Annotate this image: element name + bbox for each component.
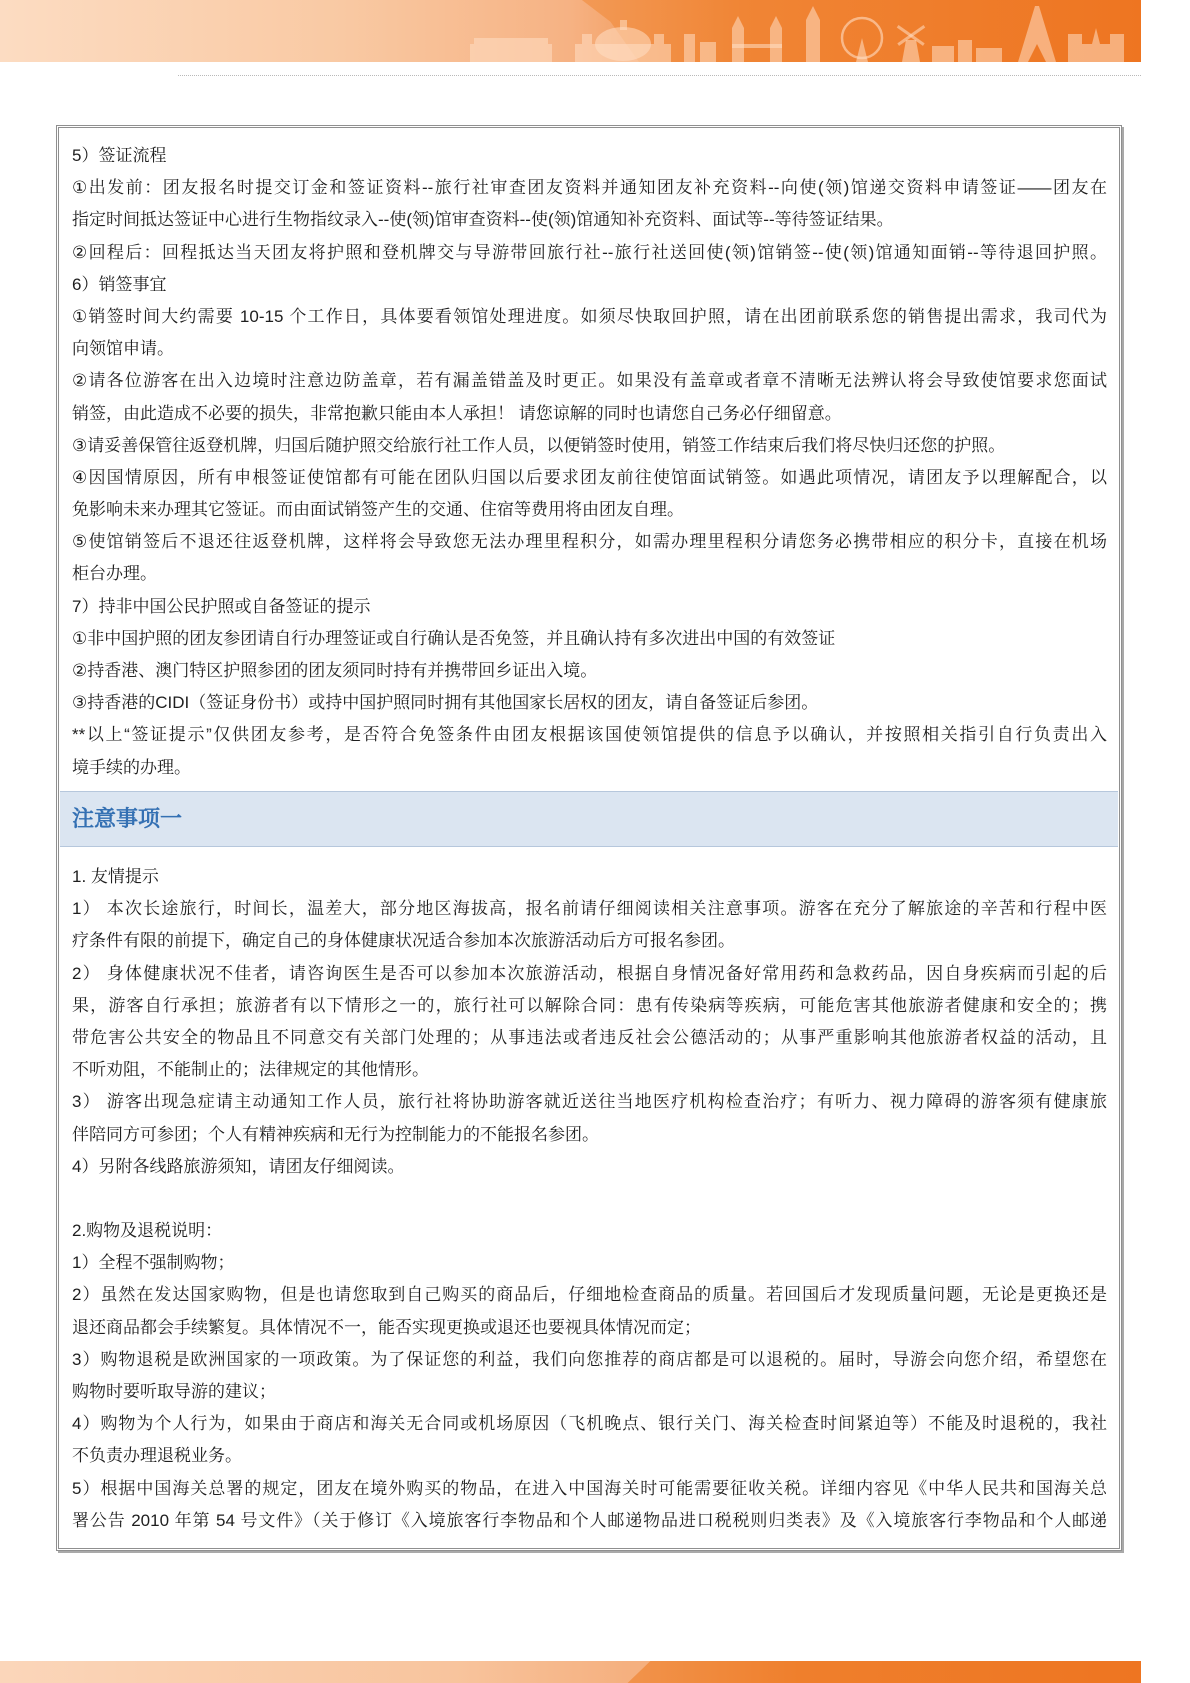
list-item-line: ③持香港的CIDI（签证身份书）或持中国护照同时拥有其他国家长居权的团友，请自备签证后参团。 <box>72 693 819 713</box>
skyline-illustration <box>470 4 1140 62</box>
london-eye-silhouette <box>842 18 882 62</box>
list-item-line: 2） 身体健康状况不佳者，请咨询医生是否可以参加本次旅游活动，根据自身情况备好常用药和急救药品，因自身疾病而引起的后 <box>72 963 1107 983</box>
list-item-line: 1）全程不强制购物； <box>72 1253 235 1273</box>
visa-process-group <box>72 140 1107 269</box>
visa-disclaimer <box>72 719 1107 783</box>
section-title-band <box>60 791 1118 847</box>
big-ben-silhouette <box>806 6 820 62</box>
list-item-line: 指定时间抵达签证中心进行生物指纹录入--使(领)馆审查资料--使(领)馆通知补充资料、面试等--等待签证结果。 <box>72 210 894 230</box>
list-item-line: 向领馆申请。 <box>72 339 174 359</box>
notice-section <box>72 861 1107 1537</box>
list-item-line: ④因国情原因，所有申根签证使馆都有可能在团队归国以后要求团友前往使馆面试销签。如遇此项情况，请团友予以理解配合，以 <box>72 467 1107 487</box>
shopping-tax-refund-group <box>72 1215 1107 1537</box>
list-item-line: 不听劝阻，不能制止的；法律规定的其他情形。 <box>72 1060 429 1080</box>
disclaimer-line: **以上“签证提示”仅供团友参考，是否符合免签条件由团友根据该国使领馆提供的信息予以确认，并按照相关指引自行负责出入 <box>72 725 1107 745</box>
tower-silhouette <box>684 34 716 62</box>
colosseum-silhouette <box>470 38 552 62</box>
section-heading: 5）签证流程 <box>72 146 167 165</box>
list-item-line: ①非中国护照的团友参团请自行办理签证或自行确认是否免签，并且确认持有多次进出中国的有效签证 <box>72 628 836 648</box>
list-item-line: ②回程后：回程抵达当天团友将护照和登机牌交与导游带回旅行社--旅行社送回使(领)馆销签--使(领)馆通知面销--等待退回护照。 <box>72 242 1107 262</box>
list-item-line: ③请妥善保管往返登机牌，归国后随护照交给旅行社工作人员，以便销签时使用，销签工作结束后我们将尽快归还您的护照。 <box>72 435 1006 455</box>
list-item-line: 3） 游客出现急症请主动通知工作人员，旅行社将协助游客就近送往当地医疗机构检查治疗；有听力、视力障碍的游客须有健康旅 <box>72 1092 1107 1112</box>
list-item-line: ①出发前：团友报名时提交订金和签证资料--旅行社审查团友资料并通知团友补充资料--向使(领)馆递交资料申请签证——团友在 <box>72 178 1107 198</box>
list-item-line: ①销签时间大约需要 10-15 个工作日，具体要看领馆处理进度。如须尽快取回护照，请在出团前联系您的销售提出需求，我司代为 <box>72 306 1107 326</box>
eiffel-tower-silhouette <box>1018 6 1056 62</box>
header-banner <box>0 0 1141 62</box>
cathedral-silhouette <box>1068 28 1124 62</box>
list-item-line: 署公告 2010 年第 54 号文件》（关于修订《入境旅客行李物品和个人邮递物品进口税税则归类表》及《入境旅客行李物品和个人邮递 <box>72 1510 1107 1530</box>
list-item-line: 伴陪同方可参团；个人有精神疾病和无行为控制能力的不能报名参团。 <box>72 1124 599 1144</box>
list-item-line: 带危害公共安全的物品且不同意交有关部门处理的；从事违法或者违反社会公德活动的；从事严重影响其他旅游者权益的活动，且 <box>72 1027 1107 1047</box>
footer-band <box>0 1661 1141 1683</box>
blank-line <box>72 1183 1107 1215</box>
section-title: 注意事项一 <box>72 806 183 831</box>
list-item-line: 2）虽然在发达国家购物，但是也请您取到自己购买的商品后，仔细地检查商品的质量。若回国后才发现质量问题，无论是更换还是 <box>72 1285 1107 1305</box>
list-item-line: 退还商品都会手续繁复。具体情况不一，能否实现更换或退还也要视具体情况而定； <box>72 1317 701 1337</box>
list-item-line: 3）购物退税是欧洲国家的一项政策。为了保证您的利益，我们向您推荐的商店都是可以退税的。届时，导游会向您介绍，希望您在 <box>72 1349 1107 1369</box>
list-item-line: ②请各位游客在出入边境时注意边防盖章，若有漏盖错盖及时更正。如果没有盖章或者章不清晰无法辨认将会导致使馆要求您面试 <box>72 371 1107 391</box>
list-item-line: 柜台办理。 <box>72 564 157 584</box>
list-item-line: 1） 本次长途旅行，时间长，温差大，部分地区海拔高，报名前请仔细阅读相关注意事项。游客在充分了解旅途的辛苦和行程中医 <box>72 899 1107 919</box>
header-divider <box>178 75 1141 76</box>
windmill-silhouette <box>897 25 926 62</box>
list-item-line: 免影响未来办理其它签证。而由面试销签产生的交通、住宿等费用将由团友自理。 <box>72 500 684 520</box>
list-item-line: 4）购物为个人行为，如果由于商店和海关无合同或机场原因（飞机晚点、银行关门、海关检查时间紧迫等）不能及时退税的，我社 <box>72 1414 1107 1434</box>
list-item-line: ⑤使馆销签后不退还往返登机牌，这样将会导致您无法办理里程积分，如需办理里程积分请您务必携带相应的积分卡，直接在机场 <box>72 532 1107 552</box>
list-item-line: 购物时要听取导游的建议； <box>72 1382 276 1401</box>
city-buildings-silhouette <box>932 40 1002 62</box>
list-item-line: 疗条件有限的前提下，确定自己的身体健康状况适合参加本次旅游活动后方可报名参团。 <box>72 931 735 951</box>
visa-cancellation-group <box>72 269 1107 591</box>
section-heading: 1. 友情提示 <box>72 867 159 886</box>
list-item-line: 果，游客自行承担；旅游者有以下情形之一的，旅行社可以解除合同：患有传染病等疾病，可能危害其他旅游者健康和安全的；携 <box>72 995 1107 1015</box>
section-heading: 7）持非中国公民护照或自备签证的提示 <box>72 596 371 616</box>
friendly-tips-group <box>72 861 1107 1183</box>
list-item-line: 5）根据中国海关总署的规定，团友在境外购买的物品，在进入中国海关时可能需要征收关税。详细内容见《中华人民共和国海关总 <box>72 1478 1107 1498</box>
visa-notes-section <box>72 140 1107 784</box>
tower-bridge-silhouette <box>732 16 782 62</box>
list-item-line: 销签，由此造成不必要的损失，非常抱歉只能由本人承担！ 请您谅解的同时也请您自己务必仔细留意。 <box>72 403 842 423</box>
list-item-line: 4）另附各线路旅游须知，请团友仔细阅读。 <box>72 1156 405 1176</box>
section-heading: 2.购物及退税说明： <box>72 1221 223 1241</box>
non-chinese-passport-group <box>72 591 1107 720</box>
footer-dark-panel <box>0 1661 1141 1683</box>
dome-silhouette <box>575 20 671 62</box>
list-item-line: ②持香港、澳门特区护照参团的团友须同时持有并携带回乡证出入境。 <box>72 661 598 680</box>
list-item-line: 不负责办理退税业务。 <box>72 1446 242 1466</box>
disclaimer-line: 境手续的办理。 <box>72 757 191 777</box>
section-heading: 6）销签事宜 <box>72 274 167 294</box>
